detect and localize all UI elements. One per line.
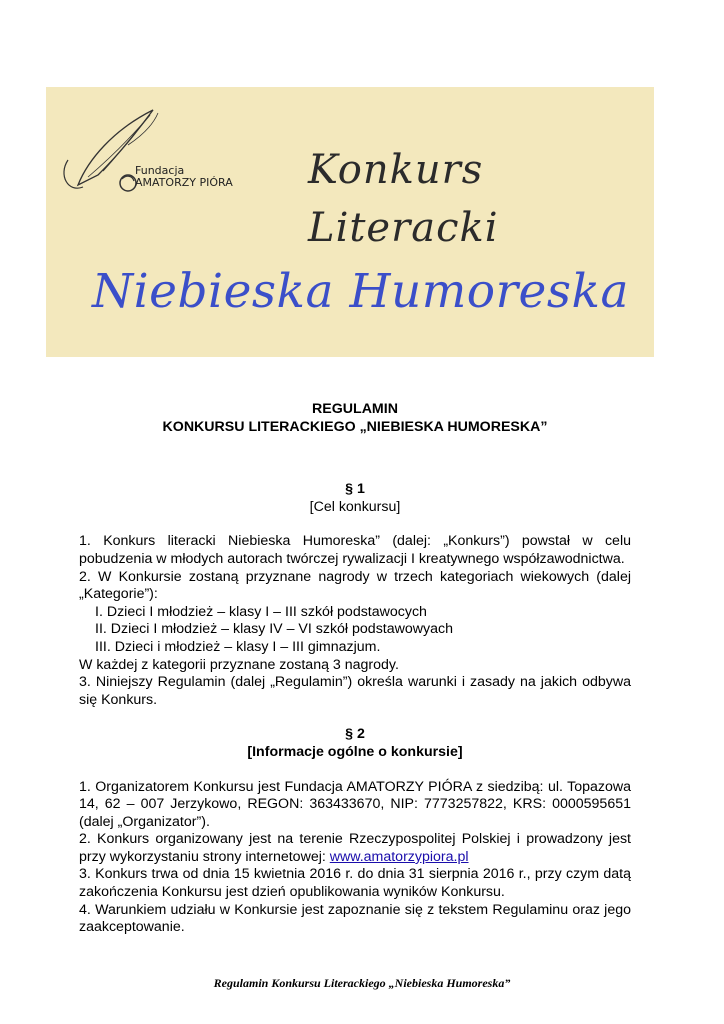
- category-3: III. Dzieci i młodzież – klasy I – III gimnazjum.: [95, 638, 381, 655]
- banner-title-line2: Literacki: [308, 205, 499, 251]
- regulations-body: [79, 401, 631, 937]
- section2-paragraph2: [79, 831, 631, 866]
- logo-line1: Fundacja: [135, 164, 185, 177]
- page-footer: Regulamin Konkursu Literackiego „Niebieska Humoreska”: [213, 976, 511, 990]
- category-2: II. Dzieci I młodzież – klasy IV – VI szkół podstawowyach: [95, 621, 453, 638]
- logo-line2: AMATORZY PIÓRA: [135, 176, 233, 189]
- website-link[interactable]: www.amatorzypiora.pl: [329, 848, 469, 865]
- category-1: I. Dzieci I młodzież – klasy I – III szkół podstawocych: [95, 603, 427, 620]
- section2-title: [Informacje ogólne o konkursie]: [247, 743, 463, 760]
- header-banner: [46, 87, 654, 357]
- doc-heading1: REGULAMIN: [312, 401, 398, 417]
- section1-paragraph3: W każdej z kategorii przyznane zostaną 3 nagrody.: [79, 656, 399, 673]
- section2-paragraph2-text: 2. Konkurs organizowany jest na terenie Rzeczypospolitej Polskiej i prowadzony jest przy wykorzystaniu strony internetowej:: [79, 831, 631, 865]
- section1-title: [Cel konkursu]: [309, 498, 401, 515]
- section1-number: § 1: [345, 481, 365, 498]
- banner-title-line3: Niebieska Humoreska: [92, 264, 629, 319]
- section1-paragraph4: 3. Niniejszy Regulamin (dalej „Regulamin”) określa warunki i zasady na jakich odbywa się Konkurs.: [79, 674, 631, 708]
- section2-paragraph1: 1. Organizatorem Konkursu jest Fundacja AMATORZY PIÓRA z siedzibą: ul. Topazowa 14, 62 – 007 Jerzykowo, REGON: 363433670, NIP: 7773257822, KRS: 0000595651 (dalej „Organizator”).: [79, 778, 631, 830]
- logo-text: [135, 165, 233, 189]
- banner-title-line1: Konkurs: [308, 147, 484, 193]
- section2-number: § 2: [345, 726, 365, 743]
- section2-paragraph4: 4. Warunkiem udziału w Konkursie jest zapoznanie się z tekstem Regulaminu oraz jego zaakceptowanie.: [79, 901, 631, 936]
- section1-paragraph2: 2. W Konkursie zostaną przyznane nagrody w trzech kategoriach wiekowych (dalej „Kategorie”):: [79, 568, 631, 603]
- doc-heading2: KONKURSU LITERACKIEGO „NIEBIESKA HUMORESKA”: [162, 418, 548, 435]
- section1-paragraph1: 1. Konkurs literacki Niebieska Humoreska” (dalej: „Konkurs”) powstał w celu pobudzenia w młodych autorach twórczej rywalizacji I kreatywnego współzawodnictwa.: [79, 533, 631, 567]
- section2-paragraph3: 3. Konkurs trwa od dnia 15 kwietnia 2016 r. do dnia 31 sierpnia 2016 r., przy czym datą zakończenia Konkursu jest dzień opublikowania wyników Konkursu.: [79, 866, 631, 901]
